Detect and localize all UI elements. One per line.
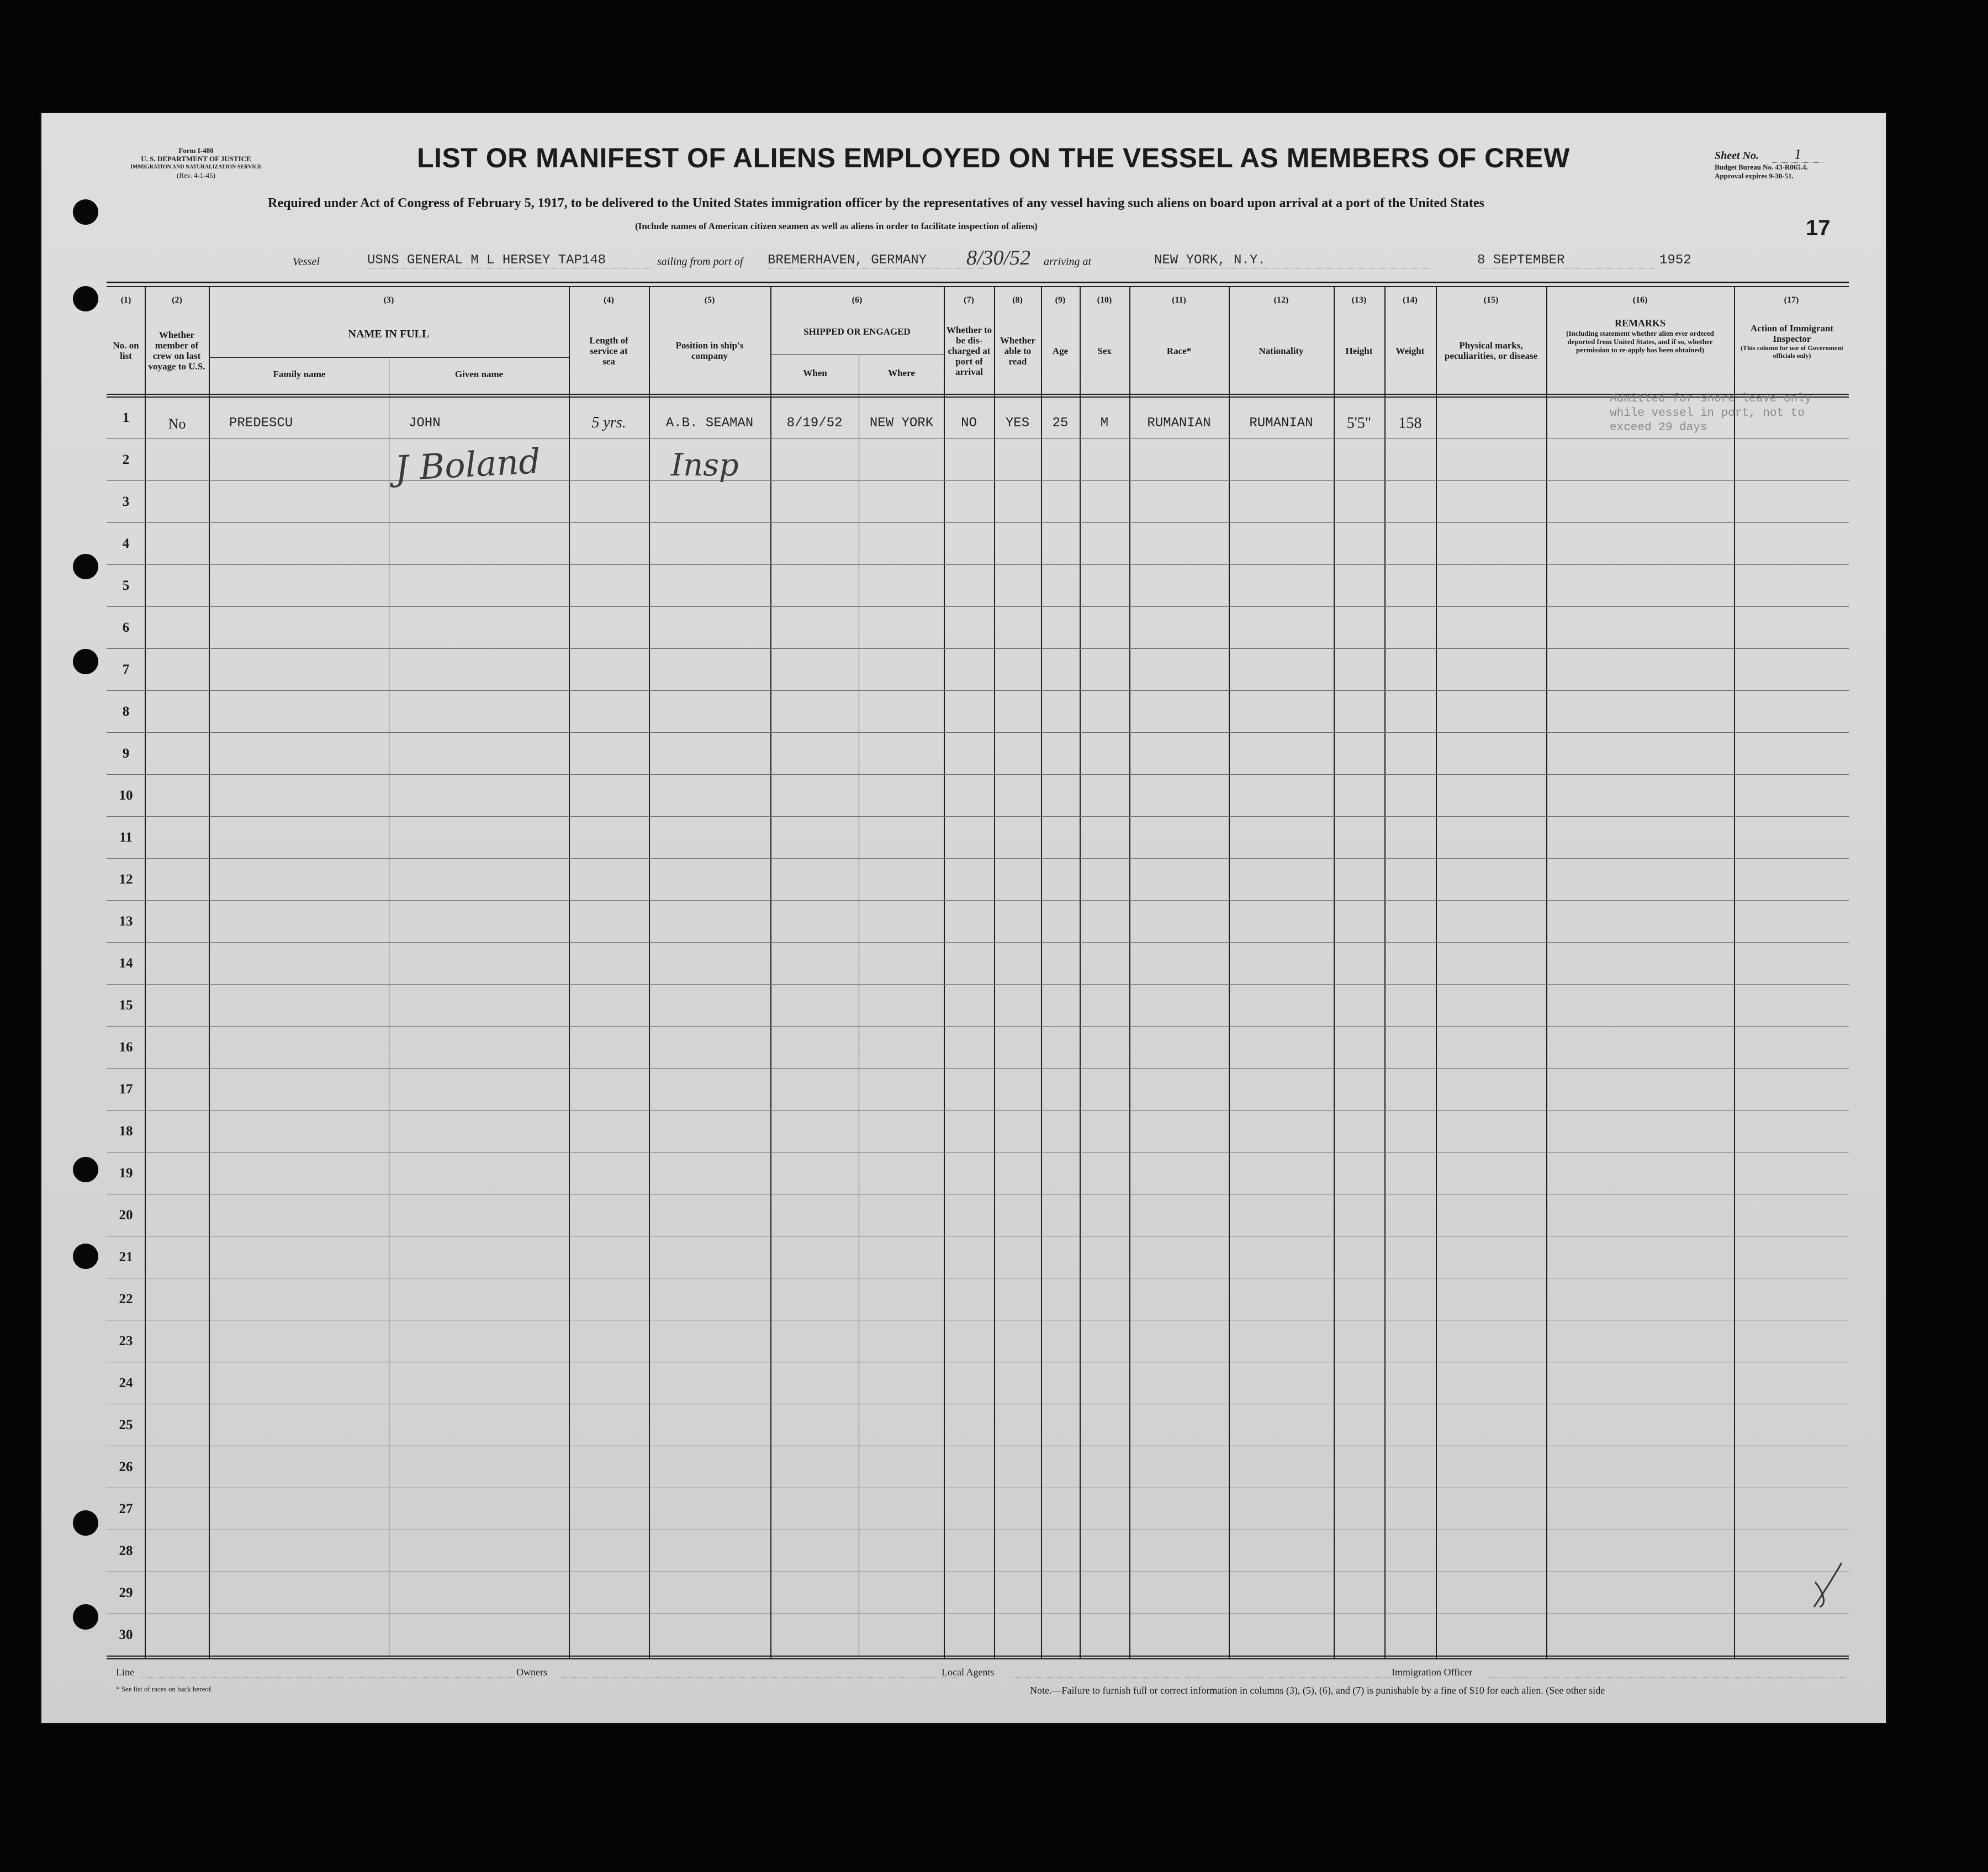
row-number: 6 [122, 620, 130, 635]
cell-race: RUMANIAN [1147, 416, 1211, 431]
row-number: 12 [119, 872, 133, 887]
row-number: 5 [122, 578, 130, 593]
row-number: 8 [122, 704, 130, 719]
col-age: Age [1052, 345, 1069, 356]
act-statement: Required under Act of Congress of February 5, 1917, to be delivered to the United States immigration officer by the representatives of any vessel having such aliens on board upon arrival at a port of the United States [268, 196, 1484, 210]
vessel-name: USNS GENERAL M L HERSEY TAP148 [367, 253, 654, 268]
pencil-mark [1809, 1560, 1847, 1610]
cell-sex: M [1100, 416, 1109, 431]
sailing-port: BREMERHAVEN, GERMANY [768, 253, 988, 268]
include-note: (Include names of American citizen seamen as well as aliens in order to facilitate inspection of aliens) [635, 221, 1038, 231]
sheet-label: Sheet No. [1715, 150, 1759, 162]
row-number: 2 [122, 452, 130, 467]
col-physical-marks: Physical marks, peculiarities, or disease [1444, 340, 1538, 361]
cell-weight: 158 [1398, 415, 1422, 432]
budget-bureau: Budget Bureau No. 43-R065.4. [1715, 163, 1808, 171]
col-10-number: (10) [1097, 295, 1112, 305]
penalty-note: Note.—Failure to furnish full or correct information in columns (3), (5), (6), and (7) is punishable by a fine of $10 for each alien. (See other side [1030, 1685, 1605, 1696]
col-2-number: (2) [172, 295, 182, 305]
row-number: 13 [119, 914, 133, 929]
col-remarks [1552, 318, 1728, 354]
row-number: 7 [122, 662, 130, 677]
row-number: 3 [122, 494, 130, 509]
form-title: LIST OR MANIFEST OF ALIENS EMPLOYED ON THE VESSEL AS MEMBERS OF CREW [417, 142, 1570, 173]
row-rule [107, 942, 1849, 943]
remarks-line: exceed 29 days [1610, 421, 1707, 434]
row-number: 14 [119, 956, 133, 971]
footer-line-label: Line [116, 1667, 134, 1678]
col-no-on-list: No. on list [113, 340, 139, 361]
department: U. S. DEPARTMENT OF JUSTICE [141, 155, 251, 163]
row-rule [107, 858, 1849, 859]
footer-owners-label: Owners [516, 1667, 547, 1678]
cell-when: 8/19/52 [786, 416, 843, 431]
row-number: 24 [119, 1376, 133, 1390]
row-rule [107, 438, 1849, 439]
row-number: 9 [122, 746, 130, 761]
crew-table [41, 113, 1886, 1723]
cell-nationality: RUMANIAN [1249, 416, 1313, 431]
col-14-number: (14) [1403, 295, 1418, 305]
row-number: 22 [119, 1292, 133, 1307]
row-number: 19 [119, 1166, 133, 1181]
col-sex: Sex [1097, 345, 1112, 356]
row-rule [107, 1068, 1849, 1069]
form-id: Form I-480 [178, 146, 214, 155]
col-8-number: (8) [1012, 295, 1023, 305]
col-weight: Weight [1395, 345, 1425, 356]
inspector-title: Insp [671, 447, 739, 483]
col-position: Position in ship's company [675, 340, 744, 361]
cell-discharged: NO [961, 416, 977, 431]
row-rule [107, 816, 1849, 817]
approval-expiry: Approval expires 9-30-51. [1715, 172, 1794, 180]
inspector-signature: J Boland [394, 441, 542, 489]
form-revision: (Rev. 4-1-45) [177, 171, 215, 179]
cell-service-length: 5 yrs. [591, 414, 626, 431]
cell-where: NEW YORK [869, 416, 934, 431]
sheet-number: 1 [1772, 146, 1823, 163]
col-15-number: (15) [1483, 295, 1499, 305]
col-5-number: (5) [704, 295, 715, 305]
footer-agents-label: Local Agents [942, 1667, 995, 1678]
row-rule [107, 690, 1849, 691]
arriving-label: arriving at [1044, 256, 1092, 268]
col-race: Race* [1166, 345, 1192, 356]
cell-last-voyage: No [168, 416, 186, 432]
cell-able-to-read: YES [1005, 416, 1030, 431]
col-9-number: (9) [1055, 295, 1066, 305]
row-number: 16 [119, 1040, 133, 1055]
cell-height: 5'5" [1346, 415, 1372, 432]
col-12-number: (12) [1273, 295, 1289, 305]
col-when: When [803, 367, 827, 378]
col-11-number: (11) [1172, 295, 1186, 305]
col-shipped-engaged: SHIPPED OR ENGAGED [803, 326, 911, 337]
cell-family-name: PREDESCU [229, 416, 293, 431]
row-rule [107, 522, 1849, 523]
col-16-number: (16) [1632, 295, 1648, 305]
col-3-number: (3) [383, 295, 394, 305]
row-number: 18 [119, 1124, 133, 1139]
col-where: Where [888, 367, 915, 378]
arriving-port: NEW YORK, N.Y. [1154, 253, 1430, 268]
col-discharged: Whether to be dis-charged at port of arrival [946, 324, 992, 377]
col-given-name: Given name [454, 368, 504, 379]
row-rule [107, 900, 1849, 901]
service-name: IMMIGRATION AND NATURALIZATION SERVICE [130, 164, 262, 170]
row-number: 28 [119, 1543, 133, 1558]
inspector-subheading: (This column for use of Government officials only) [1740, 344, 1844, 359]
cell-age: 25 [1052, 416, 1069, 431]
cell-position: A.B. SEAMAN [665, 416, 754, 431]
row-rule [107, 606, 1849, 607]
arrival-date: 8 SEPTEMBER [1477, 253, 1654, 268]
row-rule [107, 1026, 1849, 1027]
col-name-in-full: NAME IN FULL [348, 327, 430, 340]
inspector-heading: Action of Immigrant Inspector [1750, 323, 1834, 344]
races-note: * See list of races on back hereof. [116, 1685, 213, 1693]
arrival-year: 1952 [1659, 253, 1691, 268]
row-number: 21 [119, 1250, 133, 1265]
cell-remarks [1610, 392, 1831, 435]
row-number: 20 [119, 1208, 133, 1223]
manifest-sheet [41, 113, 1886, 1723]
page-stamp: 17 [1806, 216, 1831, 240]
col-nationality: Nationality [1259, 345, 1304, 356]
row-rule [107, 774, 1849, 775]
row-number: 29 [119, 1585, 133, 1600]
row-number: 15 [119, 998, 133, 1013]
row-number: 26 [119, 1459, 133, 1474]
col-4-number: (4) [604, 295, 614, 305]
row-number: 25 [119, 1418, 133, 1432]
row-number: 30 [119, 1627, 133, 1642]
footer-officer-label: Immigration Officer [1392, 1667, 1473, 1678]
row-rule [107, 732, 1849, 733]
remarks-line: Admitted for shore leave only [1610, 393, 1812, 405]
col-17-number: (17) [1784, 295, 1799, 305]
vessel-label: Vessel [293, 256, 320, 268]
col-able-to-read: Whether able to read [1000, 335, 1036, 367]
remarks-heading: REMARKS [1614, 318, 1666, 329]
row-number: 10 [119, 788, 133, 803]
row-number: 4 [122, 536, 130, 551]
remarks-line: while vessel in port, not to [1610, 407, 1805, 420]
col-7-number: (7) [964, 295, 974, 305]
row-rule [107, 648, 1849, 649]
row-number: 17 [119, 1082, 133, 1097]
col-family-name: Family name [273, 368, 326, 379]
row-rule [107, 984, 1849, 985]
col-length-of-service: Length of service at sea [589, 335, 628, 367]
sailing-date: 8/30/52 [966, 246, 1031, 269]
col-inspector-action [1739, 323, 1844, 359]
col-1-number: (1) [120, 295, 131, 305]
cell-given-name: JOHN [409, 416, 441, 431]
remarks-subheading: (Including statement whether alien ever ordered deported from United States, and if so, whether permission to re-apply has been obtained) [1566, 329, 1714, 354]
row-rule [107, 564, 1849, 565]
row-rule [107, 480, 1849, 481]
row-number: 11 [119, 830, 133, 845]
col-13-number: (13) [1351, 295, 1367, 305]
sailing-label: sailing from port of [657, 256, 743, 268]
row-number: 23 [119, 1334, 133, 1349]
row-number: 1 [122, 410, 130, 425]
col-height: Height [1345, 345, 1373, 356]
col-6-number: (6) [852, 295, 863, 305]
col-last-voyage: Whether member of crew on last voyage to U.S. [148, 330, 205, 372]
row-number: 27 [119, 1501, 133, 1516]
